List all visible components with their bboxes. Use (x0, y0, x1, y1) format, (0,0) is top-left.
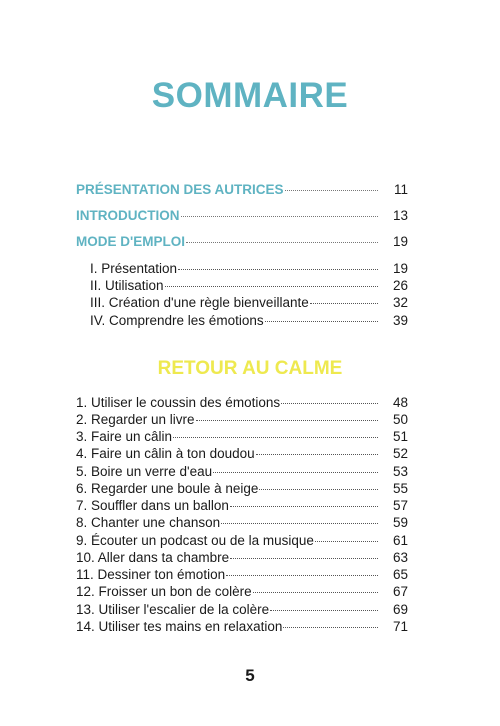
toc-entry-label: 5. Boire un verre d'eau (76, 464, 213, 479)
dot-leader (285, 190, 378, 191)
dot-leader (186, 242, 378, 243)
toc-item[interactable] (76, 395, 408, 410)
toc-entry-page: 32 (392, 295, 408, 310)
toc-item[interactable] (76, 550, 408, 565)
dot-leader (253, 592, 378, 593)
toc-entry-page: 11 (393, 182, 408, 197)
dot-leader (230, 506, 378, 507)
toc-entry-label: 12. Froisser un bon de colère (76, 584, 252, 599)
toc-item[interactable] (76, 446, 408, 461)
dot-leader (283, 627, 378, 628)
toc-entry-page: 53 (392, 464, 408, 479)
toc-entry-label: 9. Écouter un podcast ou de la musique (76, 533, 314, 548)
toc-entry-page: 67 (392, 584, 408, 599)
dot-leader (226, 575, 378, 576)
dot-leader (270, 610, 378, 611)
toc-entry-page: 26 (392, 278, 408, 293)
toc-entry-label: 11. Dessiner ton émotion (76, 567, 226, 582)
toc-item[interactable] (76, 481, 408, 496)
toc-entry-page: 65 (392, 567, 408, 582)
toc-entry-page: 50 (392, 412, 408, 427)
dot-leader (310, 303, 378, 304)
dot-leader (173, 437, 378, 438)
toc-entry-label: 8. Chanter une chanson (76, 515, 221, 530)
dot-leader (281, 403, 378, 404)
toc-item[interactable] (76, 464, 408, 479)
toc-item[interactable] (76, 412, 408, 427)
toc-item[interactable] (76, 602, 408, 617)
toc-entry-page: 55 (392, 481, 408, 496)
toc-sub-entry[interactable] (90, 313, 408, 328)
toc-entry-label: 2. Regarder un livre (76, 412, 195, 427)
dot-leader (256, 454, 378, 455)
toc-entry-page: 52 (392, 446, 408, 461)
toc-sub-entry[interactable] (90, 278, 408, 293)
toc-entry-label: II. Utilisation (90, 278, 164, 293)
dot-leader (315, 541, 378, 542)
toc-entry-page: 13 (392, 208, 408, 223)
toc-entry-label: 14. Utiliser tes mains en relaxation (76, 619, 283, 634)
toc-entry-page: 19 (392, 234, 408, 249)
toc-entry-page: 63 (392, 550, 408, 565)
dot-leader (181, 216, 379, 217)
toc-item[interactable] (76, 429, 408, 444)
toc-entry-page: 71 (392, 619, 408, 634)
toc-entry-label: 4. Faire un câlin à ton doudou (76, 446, 255, 461)
dot-leader (178, 269, 378, 270)
toc-entry-page: 51 (392, 429, 408, 444)
toc-entry-label: MODE D'EMPLOI (76, 234, 185, 249)
toc-sub-entry[interactable] (90, 261, 408, 276)
toc-entry-page: 59 (392, 515, 408, 530)
toc-item[interactable] (76, 584, 408, 599)
toc-entry-page: 19 (392, 261, 408, 276)
page-title: SOMMAIRE (151, 76, 349, 115)
toc-entry-page: 48 (392, 395, 408, 410)
toc-entry-label: PRÉSENTATION DES AUTRICES (76, 182, 284, 197)
dot-leader (196, 420, 378, 421)
toc-item[interactable] (76, 567, 408, 582)
toc-entry-page: 39 (392, 313, 408, 328)
page-number: 5 (245, 666, 255, 685)
toc-main-entry[interactable] (76, 208, 408, 223)
toc-entry-page: 61 (392, 533, 408, 548)
toc-main-entry[interactable] (76, 182, 408, 197)
section-title: RETOUR AU CALME (157, 358, 343, 379)
toc-entry-label: 6. Regarder une boule à neige (76, 481, 259, 496)
toc-item[interactable] (76, 498, 408, 513)
dot-leader (230, 558, 378, 559)
toc-entry-label: 7. Souffler dans un ballon (76, 498, 229, 513)
toc-entry-page: 69 (392, 602, 408, 617)
toc-entry-label: 13. Utiliser l'escalier de la colère (76, 602, 270, 617)
toc-entry-label: 1. Utiliser le coussin des émotions (76, 395, 281, 410)
dot-leader (259, 489, 378, 490)
toc-item[interactable] (76, 619, 408, 634)
toc-entry-page: 57 (392, 498, 408, 513)
dot-leader (165, 286, 378, 287)
toc-entry-label: 3. Faire un câlin (76, 429, 173, 444)
toc-entry-label: I. Présentation (90, 261, 178, 276)
dot-leader (265, 321, 378, 322)
toc-entry-label: IV. Comprendre les émotions (90, 313, 264, 328)
toc-entry-label: 10. Aller dans ta chambre (76, 550, 230, 565)
toc-sub-entry[interactable] (90, 295, 408, 310)
toc-main-entry[interactable] (76, 234, 408, 249)
toc-entry-label: III. Création d'une règle bienveillante (90, 295, 309, 310)
toc-entry-label: INTRODUCTION (76, 208, 180, 223)
dot-leader (213, 472, 378, 473)
toc-item[interactable] (76, 533, 408, 548)
toc-item[interactable] (76, 515, 408, 530)
dot-leader (221, 523, 378, 524)
